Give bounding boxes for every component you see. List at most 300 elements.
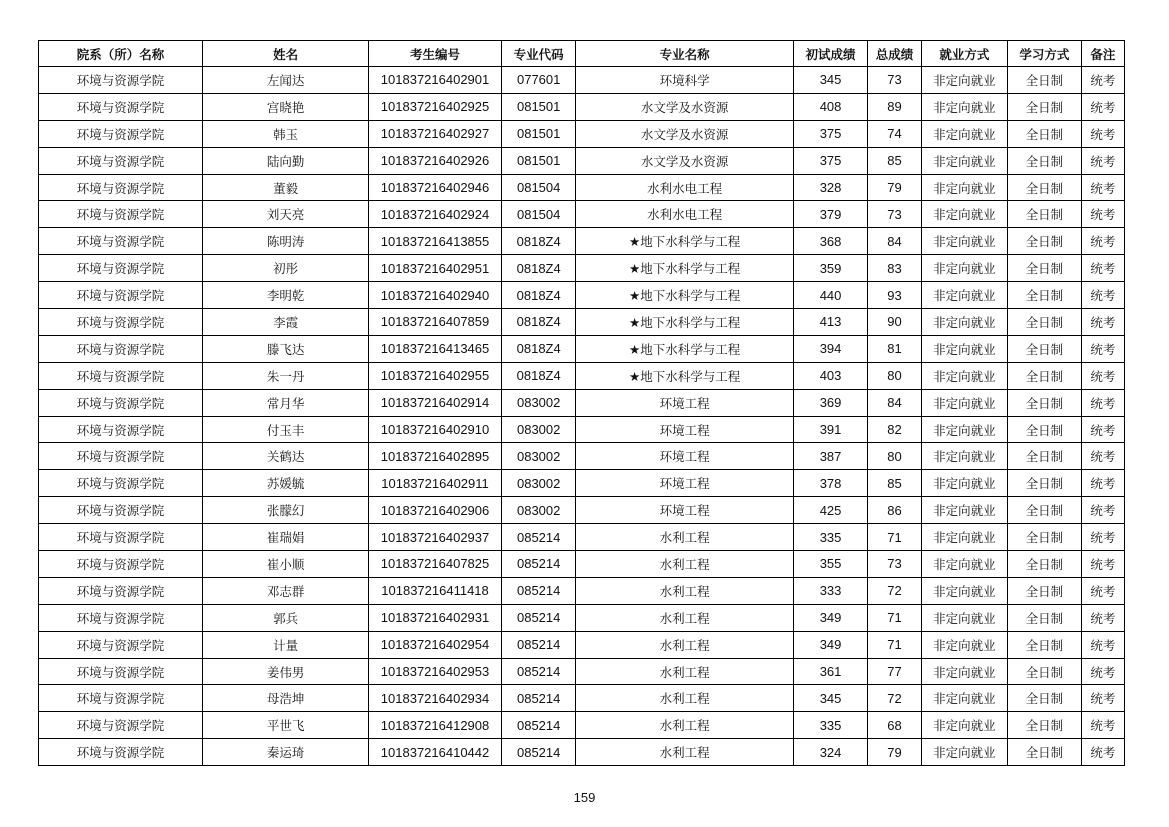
name-cell: 陆向勤	[203, 147, 369, 174]
total-score-cell: 72	[868, 577, 921, 604]
remarks-cell: 统考	[1081, 712, 1124, 739]
candidate-id-cell: 101837216402924	[369, 201, 502, 228]
candidate-id-cell: 101837216402926	[369, 147, 502, 174]
study-mode-cell: 全日制	[1008, 282, 1081, 309]
name-cell: 张朦幻	[203, 497, 369, 524]
employment-type-cell: 非定向就业	[921, 577, 1008, 604]
major-code-cell: 081504	[501, 174, 575, 201]
candidate-id-cell: 101837216402895	[369, 443, 502, 470]
department-cell: 环境与资源学院	[39, 228, 203, 255]
department-cell: 环境与资源学院	[39, 416, 203, 443]
major-name-cell: 水利工程	[576, 524, 793, 551]
name-cell: 崔瑞娟	[203, 524, 369, 551]
header-name: 姓名	[203, 41, 369, 67]
employment-type-cell: 非定向就业	[921, 282, 1008, 309]
initial-score-cell: 324	[793, 739, 867, 766]
candidate-id-cell: 101837216402937	[369, 524, 502, 551]
study-mode-cell: 全日制	[1008, 658, 1081, 685]
employment-type-cell: 非定向就业	[921, 604, 1008, 631]
total-score-cell: 71	[868, 631, 921, 658]
employment-type-cell: 非定向就业	[921, 712, 1008, 739]
remarks-cell: 统考	[1081, 255, 1124, 282]
employment-type-cell: 非定向就业	[921, 67, 1008, 94]
table-row	[39, 335, 1125, 362]
employment-type-cell: 非定向就业	[921, 309, 1008, 336]
major-code-cell: 0818Z4	[501, 282, 575, 309]
candidate-id-cell: 101837216402934	[369, 685, 502, 712]
remarks-cell: 统考	[1081, 147, 1124, 174]
major-name-cell: ★地下水科学与工程	[576, 335, 793, 362]
table-row	[39, 631, 1125, 658]
total-score-cell: 72	[868, 685, 921, 712]
study-mode-cell: 全日制	[1008, 389, 1081, 416]
name-cell: 李明乾	[203, 282, 369, 309]
table-row	[39, 685, 1125, 712]
department-cell: 环境与资源学院	[39, 443, 203, 470]
initial-score-cell: 378	[793, 470, 867, 497]
table-row	[39, 309, 1125, 336]
study-mode-cell: 全日制	[1008, 174, 1081, 201]
initial-score-cell: 391	[793, 416, 867, 443]
major-code-cell: 0818Z4	[501, 309, 575, 336]
initial-score-cell: 425	[793, 497, 867, 524]
name-cell: 常月华	[203, 389, 369, 416]
remarks-cell: 统考	[1081, 551, 1124, 578]
department-cell: 环境与资源学院	[39, 362, 203, 389]
major-name-cell: 水利工程	[576, 712, 793, 739]
total-score-cell: 77	[868, 658, 921, 685]
candidate-id-cell: 101837216407859	[369, 309, 502, 336]
name-cell: 左闻达	[203, 67, 369, 94]
initial-score-cell: 355	[793, 551, 867, 578]
study-mode-cell: 全日制	[1008, 335, 1081, 362]
study-mode-cell: 全日制	[1008, 739, 1081, 766]
table-row	[39, 739, 1125, 766]
employment-type-cell: 非定向就业	[921, 335, 1008, 362]
remarks-cell: 统考	[1081, 416, 1124, 443]
employment-type-cell: 非定向就业	[921, 416, 1008, 443]
employment-type-cell: 非定向就业	[921, 201, 1008, 228]
initial-score-cell: 359	[793, 255, 867, 282]
candidate-id-cell: 101837216402927	[369, 120, 502, 147]
remarks-cell: 统考	[1081, 685, 1124, 712]
study-mode-cell: 全日制	[1008, 67, 1081, 94]
employment-type-cell: 非定向就业	[921, 147, 1008, 174]
department-cell: 环境与资源学院	[39, 389, 203, 416]
candidate-id-cell: 101837216402914	[369, 389, 502, 416]
name-cell: 关鹤达	[203, 443, 369, 470]
major-name-cell: 水利水电工程	[576, 201, 793, 228]
initial-score-cell: 375	[793, 147, 867, 174]
remarks-cell: 统考	[1081, 443, 1124, 470]
major-code-cell: 0818Z4	[501, 228, 575, 255]
candidate-id-cell: 101837216402901	[369, 67, 502, 94]
major-name-cell: 水利工程	[576, 631, 793, 658]
study-mode-cell: 全日制	[1008, 577, 1081, 604]
major-name-cell: 水利水电工程	[576, 174, 793, 201]
department-cell: 环境与资源学院	[39, 658, 203, 685]
remarks-cell: 统考	[1081, 335, 1124, 362]
total-score-cell: 79	[868, 174, 921, 201]
major-code-cell: 085214	[501, 739, 575, 766]
table-body	[39, 67, 1125, 766]
major-code-cell: 081501	[501, 147, 575, 174]
employment-type-cell: 非定向就业	[921, 443, 1008, 470]
name-cell: 母浩坤	[203, 685, 369, 712]
remarks-cell: 统考	[1081, 228, 1124, 255]
candidate-id-cell: 101837216402906	[369, 497, 502, 524]
remarks-cell: 统考	[1081, 282, 1124, 309]
major-name-cell: 水文学及水资源	[576, 93, 793, 120]
header-major-name: 专业名称	[576, 41, 793, 67]
remarks-cell: 统考	[1081, 309, 1124, 336]
total-score-cell: 84	[868, 228, 921, 255]
department-cell: 环境与资源学院	[39, 309, 203, 336]
major-code-cell: 077601	[501, 67, 575, 94]
total-score-cell: 84	[868, 389, 921, 416]
study-mode-cell: 全日制	[1008, 201, 1081, 228]
study-mode-cell: 全日制	[1008, 685, 1081, 712]
study-mode-cell: 全日制	[1008, 120, 1081, 147]
initial-score-cell: 345	[793, 685, 867, 712]
name-cell: 董毅	[203, 174, 369, 201]
major-code-cell: 081501	[501, 120, 575, 147]
header-remarks: 备注	[1081, 41, 1124, 67]
study-mode-cell: 全日制	[1008, 524, 1081, 551]
major-code-cell: 083002	[501, 470, 575, 497]
name-cell: 平世飞	[203, 712, 369, 739]
department-cell: 环境与资源学院	[39, 577, 203, 604]
header-initial-score: 初试成绩	[793, 41, 867, 67]
department-cell: 环境与资源学院	[39, 120, 203, 147]
remarks-cell: 统考	[1081, 631, 1124, 658]
major-name-cell: 水利工程	[576, 551, 793, 578]
name-cell: 崔小顺	[203, 551, 369, 578]
total-score-cell: 68	[868, 712, 921, 739]
remarks-cell: 统考	[1081, 93, 1124, 120]
study-mode-cell: 全日制	[1008, 712, 1081, 739]
remarks-cell: 统考	[1081, 174, 1124, 201]
initial-score-cell: 349	[793, 604, 867, 631]
initial-score-cell: 375	[793, 120, 867, 147]
name-cell: 苏媛毓	[203, 470, 369, 497]
employment-type-cell: 非定向就业	[921, 470, 1008, 497]
major-code-cell: 085214	[501, 631, 575, 658]
candidate-id-cell: 101837216402954	[369, 631, 502, 658]
major-name-cell: 环境科学	[576, 67, 793, 94]
major-name-cell: ★地下水科学与工程	[576, 309, 793, 336]
name-cell: 陈明涛	[203, 228, 369, 255]
major-name-cell: 环境工程	[576, 470, 793, 497]
major-name-cell: 环境工程	[576, 497, 793, 524]
name-cell: 秦运琦	[203, 739, 369, 766]
study-mode-cell: 全日制	[1008, 551, 1081, 578]
department-cell: 环境与资源学院	[39, 497, 203, 524]
major-code-cell: 083002	[501, 416, 575, 443]
remarks-cell: 统考	[1081, 389, 1124, 416]
initial-score-cell: 408	[793, 93, 867, 120]
study-mode-cell: 全日制	[1008, 362, 1081, 389]
table-row	[39, 67, 1125, 94]
name-cell: 计量	[203, 631, 369, 658]
total-score-cell: 73	[868, 551, 921, 578]
study-mode-cell: 全日制	[1008, 255, 1081, 282]
major-name-cell: 水利工程	[576, 685, 793, 712]
major-code-cell: 085214	[501, 712, 575, 739]
candidate-id-cell: 101837216402955	[369, 362, 502, 389]
candidate-id-cell: 101837216402911	[369, 470, 502, 497]
candidate-id-cell: 101837216402953	[369, 658, 502, 685]
candidate-id-cell: 101837216402931	[369, 604, 502, 631]
department-cell: 环境与资源学院	[39, 551, 203, 578]
department-cell: 环境与资源学院	[39, 470, 203, 497]
admission-table	[38, 40, 1125, 766]
major-code-cell: 085214	[501, 524, 575, 551]
remarks-cell: 统考	[1081, 470, 1124, 497]
total-score-cell: 73	[868, 201, 921, 228]
initial-score-cell: 345	[793, 67, 867, 94]
remarks-cell: 统考	[1081, 201, 1124, 228]
total-score-cell: 81	[868, 335, 921, 362]
total-score-cell: 71	[868, 524, 921, 551]
candidate-id-cell: 101837216413855	[369, 228, 502, 255]
department-cell: 环境与资源学院	[39, 631, 203, 658]
major-name-cell: 水文学及水资源	[576, 120, 793, 147]
total-score-cell: 82	[868, 416, 921, 443]
header-major-code: 专业代码	[501, 41, 575, 67]
header-candidate-id: 考生编号	[369, 41, 502, 67]
major-name-cell: 水利工程	[576, 739, 793, 766]
initial-score-cell: 403	[793, 362, 867, 389]
candidate-id-cell: 101837216402940	[369, 282, 502, 309]
header-total-score: 总成绩	[868, 41, 921, 67]
table-row	[39, 416, 1125, 443]
table-row	[39, 712, 1125, 739]
name-cell: 初彤	[203, 255, 369, 282]
total-score-cell: 79	[868, 739, 921, 766]
total-score-cell: 85	[868, 147, 921, 174]
major-code-cell: 085214	[501, 604, 575, 631]
department-cell: 环境与资源学院	[39, 739, 203, 766]
remarks-cell: 统考	[1081, 497, 1124, 524]
name-cell: 朱一丹	[203, 362, 369, 389]
study-mode-cell: 全日制	[1008, 470, 1081, 497]
department-cell: 环境与资源学院	[39, 335, 203, 362]
major-code-cell: 085214	[501, 658, 575, 685]
table-row	[39, 443, 1125, 470]
employment-type-cell: 非定向就业	[921, 255, 1008, 282]
table-row	[39, 228, 1125, 255]
employment-type-cell: 非定向就业	[921, 93, 1008, 120]
department-cell: 环境与资源学院	[39, 685, 203, 712]
major-name-cell: 环境工程	[576, 443, 793, 470]
department-cell: 环境与资源学院	[39, 604, 203, 631]
page-number: 159	[573, 790, 596, 805]
total-score-cell: 80	[868, 443, 921, 470]
table-row	[39, 282, 1125, 309]
header-department: 院系（所）名称	[39, 41, 203, 67]
major-name-cell: ★地下水科学与工程	[576, 228, 793, 255]
table-row	[39, 604, 1125, 631]
department-cell: 环境与资源学院	[39, 282, 203, 309]
table-row	[39, 551, 1125, 578]
department-cell: 环境与资源学院	[39, 67, 203, 94]
study-mode-cell: 全日制	[1008, 228, 1081, 255]
remarks-cell: 统考	[1081, 577, 1124, 604]
initial-score-cell: 413	[793, 309, 867, 336]
remarks-cell: 统考	[1081, 739, 1124, 766]
table-header	[39, 41, 1125, 67]
total-score-cell: 83	[868, 255, 921, 282]
employment-type-cell: 非定向就业	[921, 685, 1008, 712]
candidate-id-cell: 101837216410442	[369, 739, 502, 766]
remarks-cell: 统考	[1081, 67, 1124, 94]
department-cell: 环境与资源学院	[39, 174, 203, 201]
department-cell: 环境与资源学院	[39, 93, 203, 120]
major-name-cell: ★地下水科学与工程	[576, 282, 793, 309]
major-name-cell: 水利工程	[576, 658, 793, 685]
study-mode-cell: 全日制	[1008, 416, 1081, 443]
major-name-cell: 水利工程	[576, 577, 793, 604]
table-row	[39, 658, 1125, 685]
employment-type-cell: 非定向就业	[921, 389, 1008, 416]
study-mode-cell: 全日制	[1008, 93, 1081, 120]
employment-type-cell: 非定向就业	[921, 739, 1008, 766]
total-score-cell: 74	[868, 120, 921, 147]
department-cell: 环境与资源学院	[39, 524, 203, 551]
table-row	[39, 362, 1125, 389]
remarks-cell: 统考	[1081, 658, 1124, 685]
table-row	[39, 93, 1125, 120]
candidate-id-cell: 101837216402946	[369, 174, 502, 201]
employment-type-cell: 非定向就业	[921, 631, 1008, 658]
table-row	[39, 174, 1125, 201]
table-row	[39, 497, 1125, 524]
candidate-id-cell: 101837216412908	[369, 712, 502, 739]
major-code-cell: 081504	[501, 201, 575, 228]
candidate-id-cell: 101837216411418	[369, 577, 502, 604]
total-score-cell: 85	[868, 470, 921, 497]
name-cell: 李霞	[203, 309, 369, 336]
name-cell: 韩玉	[203, 120, 369, 147]
initial-score-cell: 379	[793, 201, 867, 228]
initial-score-cell: 349	[793, 631, 867, 658]
employment-type-cell: 非定向就业	[921, 228, 1008, 255]
major-name-cell: 水利工程	[576, 604, 793, 631]
table-row	[39, 201, 1125, 228]
employment-type-cell: 非定向就业	[921, 174, 1008, 201]
initial-score-cell: 361	[793, 658, 867, 685]
major-name-cell: 水文学及水资源	[576, 147, 793, 174]
table-row	[39, 389, 1125, 416]
candidate-id-cell: 101837216402925	[369, 93, 502, 120]
major-code-cell: 085214	[501, 551, 575, 578]
name-cell: 邓志群	[203, 577, 369, 604]
major-code-cell: 083002	[501, 497, 575, 524]
initial-score-cell: 440	[793, 282, 867, 309]
employment-type-cell: 非定向就业	[921, 658, 1008, 685]
total-score-cell: 93	[868, 282, 921, 309]
remarks-cell: 统考	[1081, 120, 1124, 147]
remarks-cell: 统考	[1081, 604, 1124, 631]
employment-type-cell: 非定向就业	[921, 120, 1008, 147]
initial-score-cell: 335	[793, 524, 867, 551]
total-score-cell: 80	[868, 362, 921, 389]
department-cell: 环境与资源学院	[39, 147, 203, 174]
name-cell: 姜伟男	[203, 658, 369, 685]
admission-list-sheet	[38, 40, 1125, 766]
candidate-id-cell: 101837216402910	[369, 416, 502, 443]
candidate-id-cell: 101837216407825	[369, 551, 502, 578]
major-name-cell: 环境工程	[576, 416, 793, 443]
study-mode-cell: 全日制	[1008, 631, 1081, 658]
employment-type-cell: 非定向就业	[921, 497, 1008, 524]
table-row	[39, 524, 1125, 551]
name-cell: 付玉丰	[203, 416, 369, 443]
header-row	[39, 41, 1125, 67]
initial-score-cell: 369	[793, 389, 867, 416]
total-score-cell: 89	[868, 93, 921, 120]
major-code-cell: 0818Z4	[501, 362, 575, 389]
header-employment-type: 就业方式	[921, 41, 1008, 67]
remarks-cell: 统考	[1081, 362, 1124, 389]
initial-score-cell: 328	[793, 174, 867, 201]
table-row	[39, 147, 1125, 174]
header-study-mode: 学习方式	[1008, 41, 1081, 67]
total-score-cell: 86	[868, 497, 921, 524]
major-code-cell: 083002	[501, 389, 575, 416]
major-code-cell: 0818Z4	[501, 255, 575, 282]
major-code-cell: 081501	[501, 93, 575, 120]
table-row	[39, 255, 1125, 282]
initial-score-cell: 394	[793, 335, 867, 362]
study-mode-cell: 全日制	[1008, 497, 1081, 524]
major-name-cell: ★地下水科学与工程	[576, 255, 793, 282]
total-score-cell: 71	[868, 604, 921, 631]
study-mode-cell: 全日制	[1008, 443, 1081, 470]
department-cell: 环境与资源学院	[39, 255, 203, 282]
study-mode-cell: 全日制	[1008, 147, 1081, 174]
study-mode-cell: 全日制	[1008, 309, 1081, 336]
major-code-cell: 085214	[501, 685, 575, 712]
major-code-cell: 085214	[501, 577, 575, 604]
department-cell: 环境与资源学院	[39, 201, 203, 228]
study-mode-cell: 全日制	[1008, 604, 1081, 631]
total-score-cell: 73	[868, 67, 921, 94]
employment-type-cell: 非定向就业	[921, 551, 1008, 578]
major-name-cell: ★地下水科学与工程	[576, 362, 793, 389]
initial-score-cell: 335	[793, 712, 867, 739]
initial-score-cell: 368	[793, 228, 867, 255]
department-cell: 环境与资源学院	[39, 712, 203, 739]
name-cell: 郭兵	[203, 604, 369, 631]
table-row	[39, 577, 1125, 604]
major-code-cell: 083002	[501, 443, 575, 470]
name-cell: 宫晓艳	[203, 93, 369, 120]
initial-score-cell: 333	[793, 577, 867, 604]
remarks-cell: 统考	[1081, 524, 1124, 551]
initial-score-cell: 387	[793, 443, 867, 470]
table-row	[39, 470, 1125, 497]
total-score-cell: 90	[868, 309, 921, 336]
candidate-id-cell: 101837216402951	[369, 255, 502, 282]
employment-type-cell: 非定向就业	[921, 524, 1008, 551]
major-code-cell: 0818Z4	[501, 335, 575, 362]
major-name-cell: 环境工程	[576, 389, 793, 416]
name-cell: 滕飞达	[203, 335, 369, 362]
name-cell: 刘天亮	[203, 201, 369, 228]
table-row	[39, 120, 1125, 147]
